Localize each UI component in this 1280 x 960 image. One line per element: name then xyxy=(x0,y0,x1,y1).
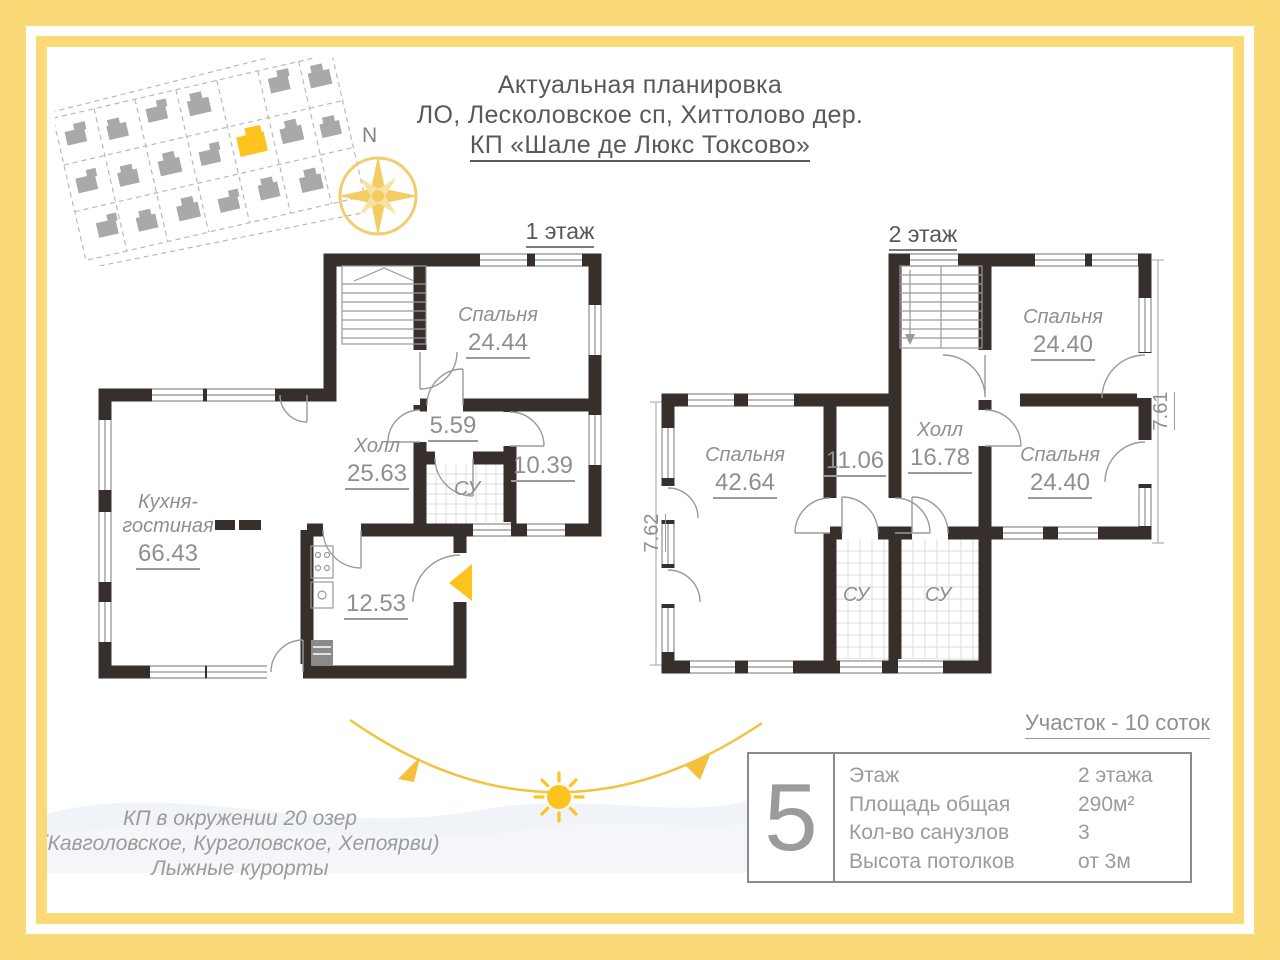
row-value: 290м² xyxy=(1078,792,1135,816)
floor2-dim-left: 7.62 xyxy=(641,501,667,565)
floor2-dim-right: 7.61 xyxy=(1150,379,1176,443)
floor1-title: 1 этаж xyxy=(500,218,620,245)
floor2-room1106-label: 11.06 xyxy=(815,445,895,477)
plot-size-label: Участок - 10 соток xyxy=(1000,710,1210,736)
footer-line-1: КП в окружении 20 озер xyxy=(123,807,357,830)
compass-north-label: N xyxy=(362,124,378,147)
floor1-kitchen-label: Кухня- гостиная 66.43 xyxy=(108,490,228,570)
footer-line-3: Лыжные курорты xyxy=(151,857,329,880)
floor1-corridor-label: 5.59 xyxy=(413,410,493,442)
floor1-bedroom-label: Спальня 24.44 xyxy=(438,303,558,359)
floor2-stairs xyxy=(900,266,982,348)
header-line-1: Актуальная планировка xyxy=(497,71,783,99)
floor1-room1039-label: 10.39 xyxy=(503,450,583,482)
info-table xyxy=(747,752,1192,883)
footer-description xyxy=(30,806,450,881)
row-label: Кол-во санузлов xyxy=(849,821,1010,845)
table-row xyxy=(849,791,1178,818)
floor1-stairs xyxy=(342,266,426,344)
floor2-plan xyxy=(630,250,1200,690)
header-line-3 xyxy=(390,130,890,160)
row-label: Высота потолков xyxy=(849,849,1015,873)
floor2-bedroom-left-label: Спальня 42.64 xyxy=(685,443,805,499)
lot-number: 5 xyxy=(764,763,818,871)
table-row xyxy=(849,819,1178,846)
site-plan-map xyxy=(55,58,365,266)
floor2-title: 2 этаж xyxy=(863,221,983,248)
footer-line-2: (Кавголовское, Курголовское, Хепоярви) xyxy=(40,832,440,855)
row-value: от 3м xyxy=(1078,849,1131,873)
site-plan-houses xyxy=(62,59,355,243)
highlighted-plot-house xyxy=(235,124,268,157)
info-table-rows xyxy=(835,754,1190,881)
site-plan-grid xyxy=(55,58,365,266)
header-line-2: ЛО, Лесколовское сп, Хиттолово дер. xyxy=(416,101,864,129)
info-table-number-cell xyxy=(749,754,835,881)
header xyxy=(390,70,890,160)
floor1-wc-label: СУ xyxy=(453,478,481,500)
row-label: Этаж xyxy=(849,764,900,787)
floor1-entry-room-label: 12.53 xyxy=(336,588,416,620)
sun-arrow-west-icon xyxy=(398,757,420,782)
floor2-bedroom-right-label: Спальня 24.40 xyxy=(1000,443,1120,499)
floor1-hall-label: Холл 25.63 xyxy=(322,434,432,490)
complex-name: КП «Шале де Люкс Токсово» xyxy=(470,131,810,162)
table-row xyxy=(849,848,1178,875)
floor2-bedroom-top-label: Спальня 24.40 xyxy=(1003,305,1123,361)
kitchen-appliances-icons xyxy=(215,520,333,666)
row-label: Площадь общая xyxy=(849,792,1011,816)
sun-icon xyxy=(535,773,583,821)
compass-rose xyxy=(330,148,426,244)
table-row xyxy=(849,762,1178,789)
floor2-wc-left-label: СУ xyxy=(842,584,870,606)
floor1-plan xyxy=(95,250,620,690)
floor2-wc-right-label: СУ xyxy=(924,584,952,606)
row-value: 2 этажа xyxy=(1078,764,1153,787)
floor2-hall-label: Холл 16.78 xyxy=(900,418,980,474)
row-value: 3 xyxy=(1078,821,1090,845)
